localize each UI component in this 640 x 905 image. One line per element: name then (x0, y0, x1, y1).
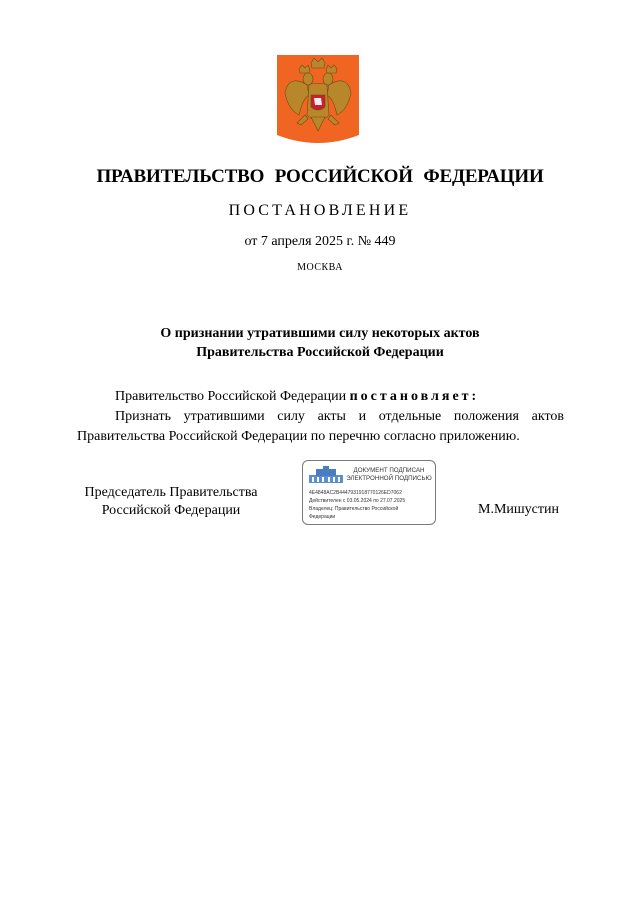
signatory-position-line-2: Российской Федерации (101, 503, 241, 518)
stamp-details (309, 489, 433, 521)
stamp-heading-line-2: ЭЛЕКТРОННОЙ ПОДПИСЬЮ (346, 475, 432, 482)
signatory-position-line-1: Председатель Правительства (84, 485, 258, 500)
electronic-signature-stamp (302, 460, 436, 525)
document-date-number: от 7 апреля 2025 г. № 449 (244, 234, 396, 249)
document-type: ПОСТАНОВЛЕНИЕ (228, 202, 412, 219)
stamp-owner-line-2: Федерации (309, 514, 336, 520)
resolves-word: постановляет: (349, 389, 480, 404)
coat-of-arms-icon (277, 55, 359, 147)
body-paragraph-1-text: Правительство Российской Федерации (115, 389, 350, 404)
stamp-heading-line-1: ДОКУМЕНТ ПОДПИСАН (353, 467, 425, 474)
page-title: ПРАВИТЕЛЬСТВО РОССИЙСКОЙ ФЕДЕРАЦИИ (96, 166, 544, 187)
stamp-validity: Действителен с 03.05.2024 по 27.07.2025 (309, 498, 406, 504)
signatory-position (60, 484, 282, 520)
building-icon (308, 466, 344, 484)
stamp-certificate: 4E4848AC2B4447931918770126ED7062 (309, 490, 402, 496)
body-paragraph-2: Признать утратившими силу акты и отдельные положения актов Правительства Российской Федерации по перечню согласно приложению. (77, 409, 564, 444)
document-city: МОСКВА (297, 262, 343, 273)
subject-line-1: О признании утратившими силу некоторых актов (160, 326, 480, 341)
stamp-heading (345, 467, 433, 483)
signatory-name: М.Мишустин (478, 502, 559, 517)
document-body (77, 387, 564, 447)
body-paragraph-1 (77, 387, 564, 407)
subject-line-2: Правительства Российской Федерации (196, 345, 444, 360)
stamp-owner-line-1: Владелец: Правительство Российской (309, 506, 399, 512)
document-subject (0, 324, 640, 362)
